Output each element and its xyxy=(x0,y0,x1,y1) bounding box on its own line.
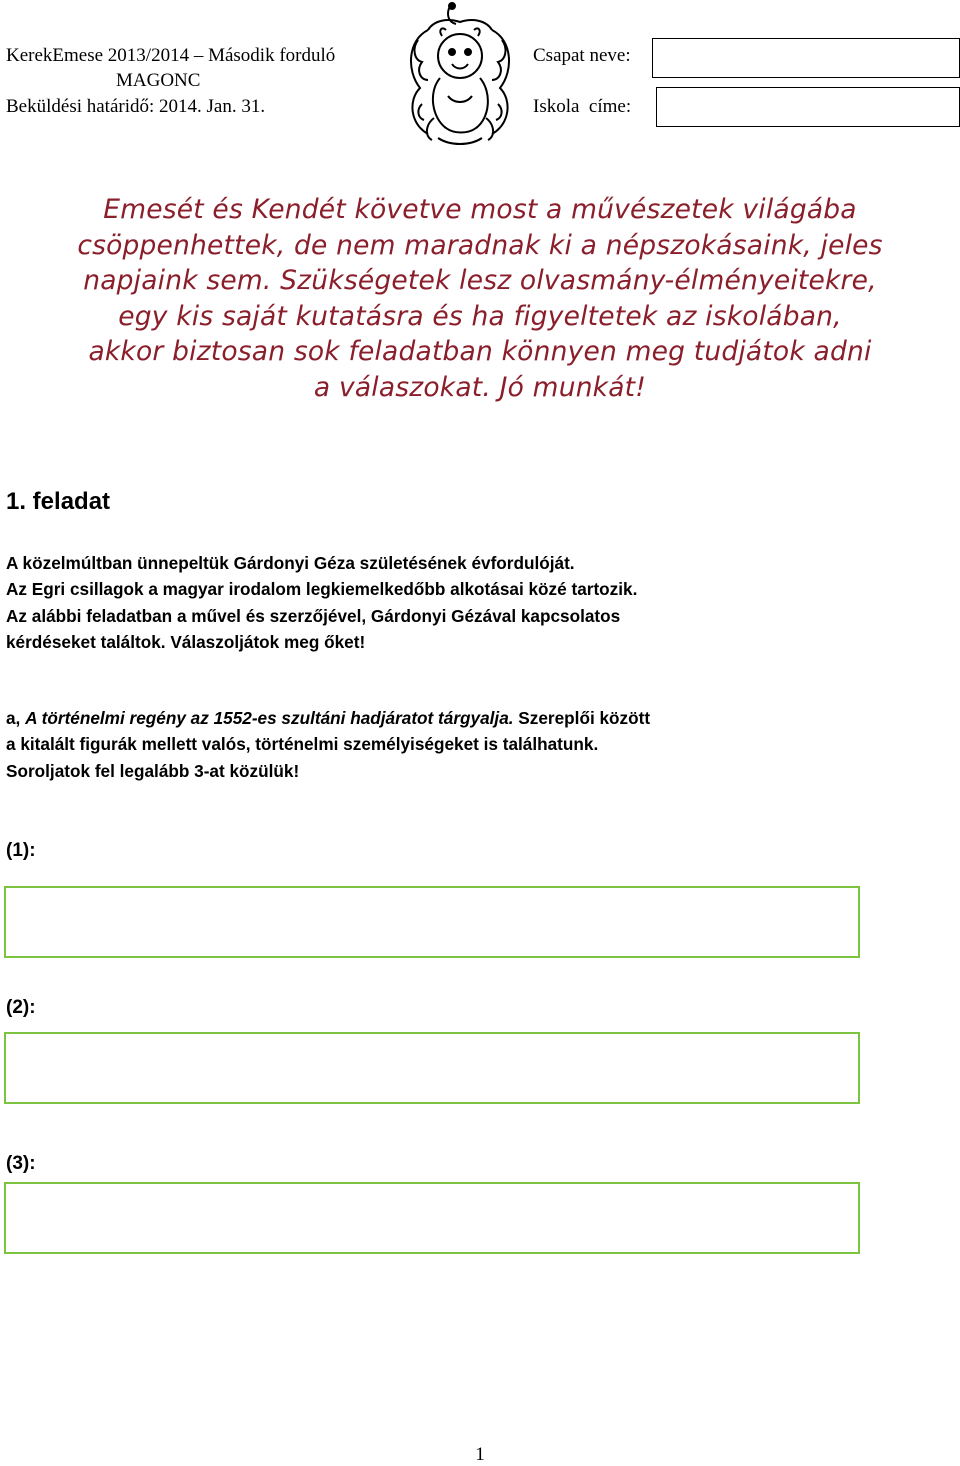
question-a-italic: A történelmi regény az 1552-es szultáni hadjáratot tárgyalja. xyxy=(25,708,514,728)
answer-box-3[interactable] xyxy=(4,1182,860,1254)
intro-line: napjaink sem. Szükségetek lesz olvasmány-élményeitekre, xyxy=(83,265,877,297)
competition-title: KerekEmese 2013/2014 – Második forduló xyxy=(6,45,336,66)
task-title: 1. feladat xyxy=(6,488,111,515)
intro-line: akkor biztosan sok feladatban könnyen meg tudjátok adni xyxy=(88,336,872,368)
category-label: MAGONC xyxy=(116,70,201,91)
question-line: a, A történelmi regény az 1552-es szultáni hadjáratot tárgyalja. Szereplői között xyxy=(6,708,651,728)
question-line: a kitalált figurák mellett valós, történelmi személyiségeket is találhatunk. xyxy=(6,734,599,755)
answer-box-1[interactable] xyxy=(4,886,860,958)
description-line: kérdéseket találtok. Válaszoljátok meg őket! xyxy=(6,631,366,652)
girl-illustration-logo xyxy=(398,0,524,148)
page-number: 1 xyxy=(475,1444,485,1465)
description-line: Az Egri csillagok a magyar irodalom legkiemelkedőbb alkotásai közé tartozik. xyxy=(6,579,638,600)
question-a xyxy=(6,705,650,784)
intro-line: egy kis saját kutatásra és ha figyeltetek az iskolában, xyxy=(118,300,842,332)
description-line: Az alábbi feladatban a művel és szerzőjével, Gárdonyi Gézával kapcsolatos xyxy=(6,605,621,626)
intro-line: a válaszokat. Jó munkát! xyxy=(313,371,647,403)
intro-text xyxy=(0,192,960,406)
school-address-label: Iskola címe: xyxy=(533,96,632,117)
description-line: A közelmúltban ünnepeltük Gárdonyi Géza születésének évfordulóját. xyxy=(6,553,575,573)
deadline-text: Beküldési határidő: 2014. Jan. 31. xyxy=(6,96,266,117)
team-name-field[interactable] xyxy=(652,38,960,78)
team-name-label: Csapat neve: xyxy=(533,45,631,66)
answer-label-2: (2): xyxy=(6,997,36,1018)
answer-label-3: (3): xyxy=(6,1153,36,1174)
question-line: Soroljatok fel legalább 3-at közülük! xyxy=(6,760,300,781)
intro-line: csöppenhettek, de nem maradnak ki a népszokásaink, jeles xyxy=(77,229,883,261)
school-address-field[interactable] xyxy=(656,87,960,127)
answer-label-1: (1): xyxy=(6,840,36,861)
task-description xyxy=(6,550,637,655)
intro-line: Emesét és Kendét követve most a művészetek világába xyxy=(103,194,857,225)
answer-box-2[interactable] xyxy=(4,1032,860,1104)
